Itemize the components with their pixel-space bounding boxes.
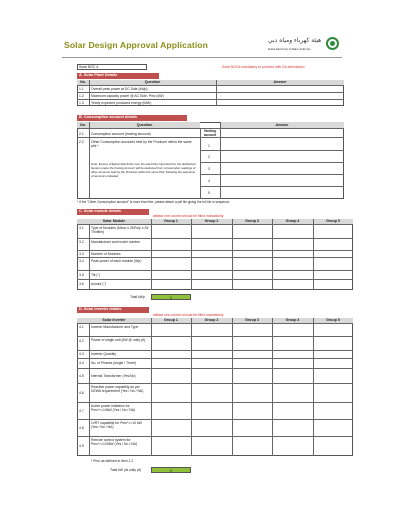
b-note: Note: Excess of Export Electricity over the electricity imported from the distribution System under the hosting Account will be deducted from consumption readings of other accounts held by the Producer within the same Plot, following the sequence of accounts indicated	[91, 162, 196, 178]
c-row-2-no: 3.2	[79, 240, 84, 244]
logo-arabic-text: هيئة كهرباء ومياه دبي	[268, 37, 322, 44]
c-total-value: 0	[151, 294, 191, 300]
a-col-answer: Answer	[216, 80, 344, 85]
a-row-1-no: 1.1	[79, 86, 84, 91]
b-account-4-input[interactable]	[221, 175, 343, 185]
d-total-value: 0	[151, 467, 191, 473]
a-row-3-no: 1.3	[79, 100, 84, 105]
noc-label: Solar NOC #	[79, 65, 99, 69]
d-row-6-no: 4.6	[79, 391, 84, 395]
c-row-3-no: 3.3	[79, 252, 84, 256]
b-account-1-input[interactable]	[221, 138, 343, 149]
a-answer-1-input[interactable]	[217, 86, 343, 91]
c-total-label: Total kWp	[130, 295, 145, 299]
page-title: Solar Design Approval Application	[64, 40, 209, 50]
c-row-1-question: Type of Modules (Mono c-Si/Poly c-Si/ Thinfilm)	[91, 226, 149, 234]
d-row-4-no: 4.4	[79, 361, 84, 365]
b-col-question: Question	[89, 122, 200, 128]
c-row-6-no: 3.6	[79, 282, 84, 286]
d-mandatory-note: atleast one column should be filled mandatorily	[153, 312, 224, 317]
c-row-4-question: Peak power of each module (Wp)	[91, 259, 142, 263]
d-row-8-question: LVRT capability for Pmc*>=10 kW (Yes / No / NA)	[91, 420, 142, 429]
d-row-9-question: Remote control system for Pmc*>=100kW (Yes / No / NA)	[91, 437, 138, 446]
d-col-group-4: Group 4	[272, 318, 313, 323]
c-col-group-5: Group 5	[313, 219, 353, 224]
b-row-2-question: Other Consumption accounts held by the Producer within the same plot *	[91, 140, 192, 148]
d-row-1-no: 4.1	[79, 325, 84, 329]
section-c-title: C. Solar module details	[77, 209, 149, 215]
d-col-group-1: Group 1	[151, 318, 191, 323]
b-account-number-1: 1	[208, 144, 210, 148]
c-row-5-question: Tilt (°)	[91, 273, 100, 277]
c-row-3-question: Number of Modules	[91, 252, 121, 256]
d-row-5-question: Internal Transformer (Yes/No)	[91, 374, 136, 378]
b-account-number-2: 2	[208, 155, 210, 159]
d-row-6-question: Reactive power capability as per DEWA requirement (Yes / No / NA)	[91, 385, 144, 393]
b-col-hosting: Hosting account	[203, 129, 217, 137]
b-col-answer: Answer	[220, 122, 344, 128]
b-row-1-question: Consumption account (hosting account)	[91, 131, 151, 136]
d-row-5-no: 4.5	[79, 374, 84, 378]
d-row-7-no: 4.7	[79, 409, 84, 413]
c-row-6-question: Azimut (°)	[91, 282, 106, 286]
section-d-title: D. Solar inverter details	[77, 307, 149, 313]
noc-notice: Solar NOC# mandatory to proceed with DA submission	[222, 65, 305, 69]
b-account-2-input[interactable]	[221, 151, 343, 161]
b-col-no: No.	[77, 122, 89, 128]
b-row-1-no: 2.1	[79, 131, 84, 136]
d-row-3-no: 4.3	[79, 352, 84, 356]
header-divider	[62, 57, 342, 58]
d-footnote: * Pmc as defined in item 1.2	[91, 459, 134, 463]
a-row-2-no: 1.2	[79, 93, 84, 98]
d-total-label: Total kW (at unity pf)	[110, 468, 141, 472]
d-col-group-2: Group 2	[191, 318, 232, 323]
c-col-group-1: Group 1	[151, 219, 191, 224]
c-row-2-question: Manufacturer and model number	[91, 240, 141, 244]
a-row-1-question: Overall peak power at DC Side (kWp)	[91, 86, 148, 91]
a-answer-2-input[interactable]	[217, 93, 343, 98]
d-row-9-no: 4.9	[79, 444, 84, 448]
d-row-2-question: Power of single unit (kW @ unity pf)	[91, 338, 145, 342]
dewa-logo	[268, 36, 340, 58]
c-row-4-no: 3.4	[79, 259, 84, 263]
b-row-2-no: 2.2	[79, 140, 84, 144]
d-col-group-5: Group 5	[313, 318, 353, 323]
d-row-3-question: Inverter Quantity	[91, 352, 117, 356]
d-row-1-question: Inverter Manufacturer and Type	[91, 325, 139, 329]
b-footnote: * If the "Other Consumption account" is more than five, please attach a pdf file giving the full list in sequence	[77, 200, 230, 204]
d-row-7-question: Active power limitation for Pmc*>=10kW (Yes / No / NA)	[91, 403, 136, 412]
c-mandatory-note: atleast one column should be filled mandatorily	[153, 214, 224, 218]
d-row-4-question: No. of Phases (single / Three)	[91, 361, 136, 365]
d-col-group-3: Group 3	[232, 318, 272, 323]
d-row-2-no: 4.2	[79, 339, 84, 343]
logo-english-text: Dubai Electricity & Water Authority	[268, 47, 311, 51]
b-account-number-5: 5	[208, 191, 210, 195]
a-col-question: Question	[89, 80, 216, 85]
c-col-group-4: Group 4	[272, 219, 313, 224]
c-row-1-no: 3.1	[79, 226, 84, 230]
b-account-5-input[interactable]	[221, 187, 343, 198]
b-account-number-4: 4	[208, 179, 210, 183]
a-answer-3-input[interactable]	[217, 100, 343, 105]
a-row-3-question: Yearly expected produced energy (kWh)	[91, 100, 152, 105]
logo-mark-icon	[326, 37, 339, 50]
c-col-group-3: Group 3	[232, 219, 272, 224]
a-col-no: No.	[77, 80, 89, 85]
d-row-8-no: 4.8	[79, 426, 84, 430]
c-col-group-2: Group 2	[191, 219, 232, 224]
c-col-module: Solar Module	[77, 219, 151, 224]
section-a-title: A. Solar Plant Details	[77, 73, 159, 79]
a-row-2-question: Maximum capacity power @ AC Side, Pmc (kW)	[91, 93, 164, 98]
d-col-inverter: Solar Inverter	[77, 318, 151, 323]
b-account-number-3: 3	[208, 167, 210, 171]
b-account-3-input[interactable]	[221, 163, 343, 173]
section-b-title: B. Consumption account details	[77, 115, 187, 121]
b-hosting-account-input[interactable]	[221, 129, 343, 136]
c-row-5-no: 3.5	[79, 273, 84, 277]
